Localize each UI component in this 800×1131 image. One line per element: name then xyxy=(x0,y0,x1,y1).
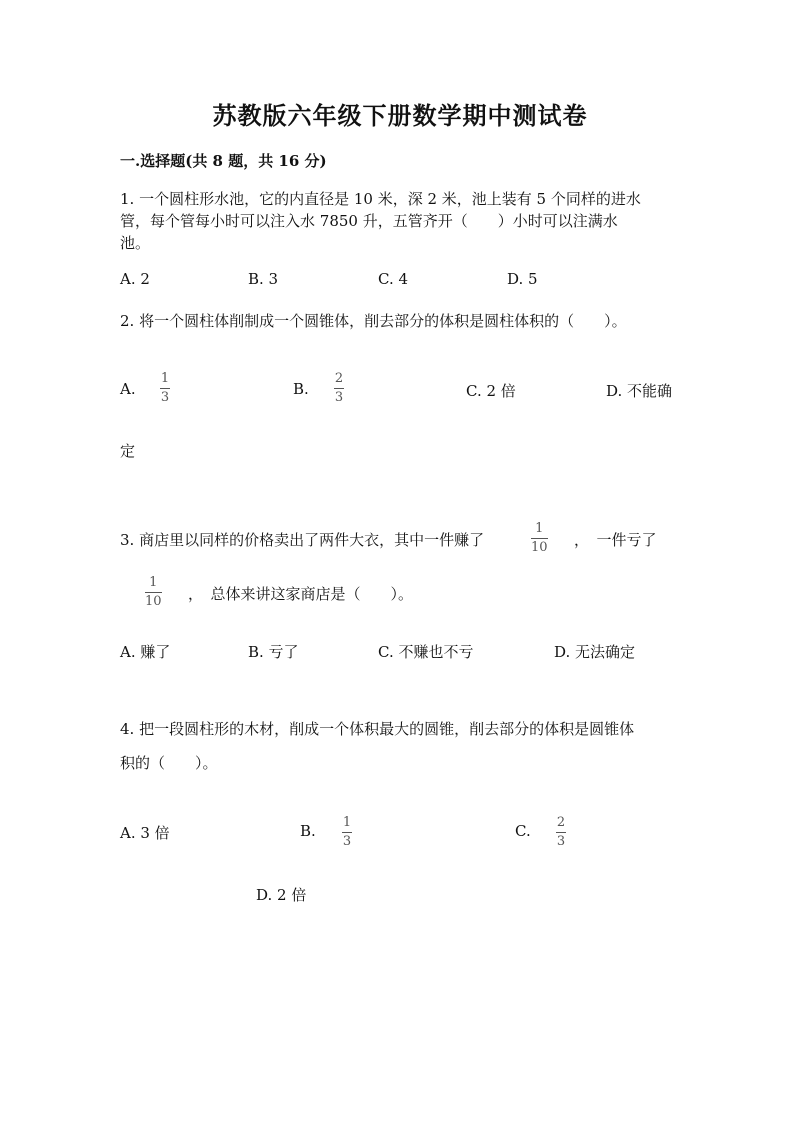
q3-text-part-1: 3. 商店里以同样的价格卖出了两件大衣，其中一件赚了 xyxy=(120,531,485,549)
q4-option-d: D. 2 倍 xyxy=(256,886,307,904)
q3-text-part-2: ， 一件亏了 xyxy=(574,531,657,549)
q2-option-d-wrap: 定 xyxy=(120,442,136,460)
fraction-numerator: 1 xyxy=(160,371,170,386)
q2-option-a-fraction xyxy=(160,372,170,405)
q2-option-c: C. 2 倍 xyxy=(466,382,516,400)
q3-fraction-2 xyxy=(145,576,162,609)
q1-line-1: 1. 一个圆柱形水池，它的内直径是 10 米，深 2 米，池上装有 5 个同样的进水 xyxy=(120,190,641,208)
q3-fraction-1 xyxy=(531,522,548,555)
fraction-numerator: 2 xyxy=(334,371,344,386)
fraction-bar xyxy=(334,388,344,389)
q1-line-2: 管，每个管每小时可以注入水 7850 升，五管齐开（ ）小时可以注满水 xyxy=(120,212,618,230)
q1-option-b: B. 3 xyxy=(248,270,279,288)
fraction-bar xyxy=(531,538,548,539)
section-heading: 一.选择题(共 8 题，共 16 分) xyxy=(120,152,327,170)
q1-option-c: C. 4 xyxy=(378,270,409,288)
q4-option-a: A. 3 倍 xyxy=(120,824,170,842)
q4-line-2: 积的（ ）。 xyxy=(120,754,218,772)
fraction-numerator: 2 xyxy=(556,815,566,830)
q2-option-a: A. xyxy=(120,380,136,398)
q2-option-b: B. xyxy=(293,380,309,398)
fraction-numerator: 1 xyxy=(535,521,544,536)
fraction-bar xyxy=(160,388,170,389)
q3-option-d: D. 无法确定 xyxy=(554,643,636,661)
q4-option-b: B. xyxy=(300,822,316,840)
fraction-numerator: 1 xyxy=(342,815,352,830)
q4-option-c: C. xyxy=(515,822,531,840)
fraction-denominator: 3 xyxy=(556,834,566,849)
fraction-bar xyxy=(145,592,162,593)
q4-line-1: 4. 把一段圆柱形的木材，削成一个体积最大的圆锥，削去部分的体积是圆锥体 xyxy=(120,720,635,738)
page-title: 苏教版六年级下册数学期中测试卷 xyxy=(212,101,588,130)
q4-option-c-fraction xyxy=(556,816,566,849)
fraction-bar xyxy=(556,832,566,833)
fraction-denominator: 10 xyxy=(531,540,548,555)
fraction-bar xyxy=(342,832,352,833)
fraction-numerator: 1 xyxy=(149,575,158,590)
q3-text-part-3: ， 总体来讲这家商店是（ ）。 xyxy=(188,585,414,603)
q2-option-b-fraction xyxy=(334,372,344,405)
q3-option-a: A. 赚了 xyxy=(120,643,171,661)
fraction-denominator: 3 xyxy=(334,390,344,405)
fraction-denominator: 3 xyxy=(160,390,170,405)
q3-option-b: B. 亏了 xyxy=(248,643,299,661)
q2-text: 2. 将一个圆柱体削制成一个圆锥体，削去部分的体积是圆柱体积的（ ）。 xyxy=(120,312,627,330)
q2-option-d: D. 不能确 xyxy=(606,382,673,400)
q4-option-b-fraction xyxy=(342,816,352,849)
fraction-denominator: 10 xyxy=(145,594,162,609)
q1-option-a: A. 2 xyxy=(120,270,150,288)
q1-option-d: D. 5 xyxy=(507,270,538,288)
q1-line-3: 池。 xyxy=(120,234,151,252)
fraction-denominator: 3 xyxy=(342,834,352,849)
q3-option-c: C. 不赚也不亏 xyxy=(378,643,474,661)
